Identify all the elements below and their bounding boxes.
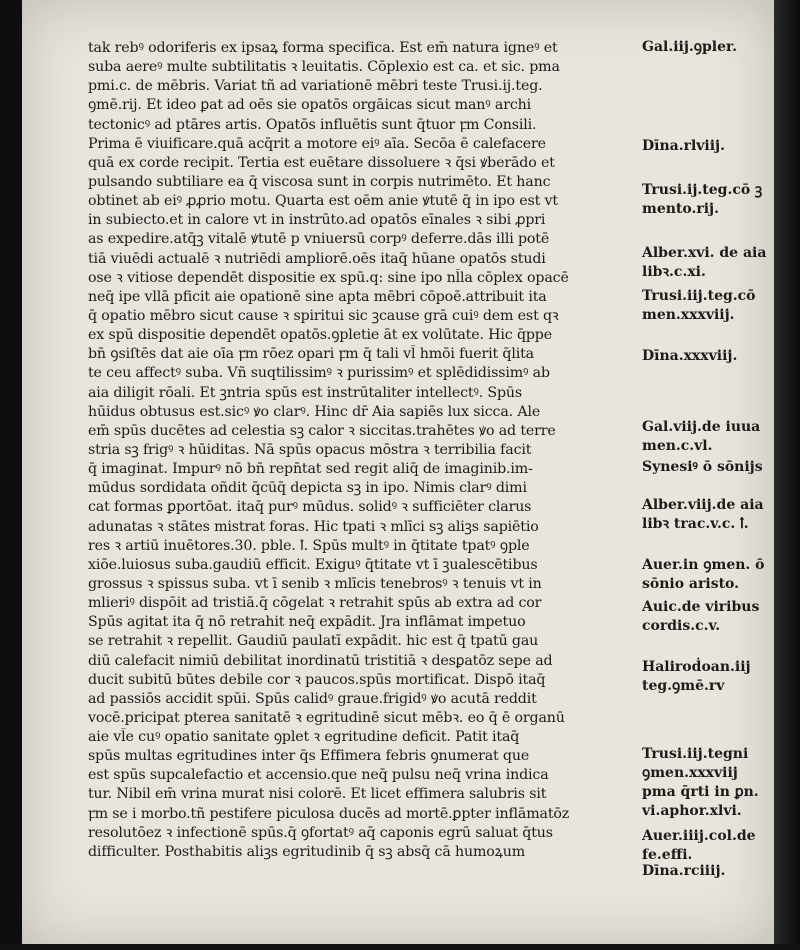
text-line: res ꝛ artiū inuētores.30. pble. ꝉ. Spūs multꝰ in q̄titate tpatꝰ ꝯple xyxy=(88,537,530,554)
margin-note-line: teg.ꝯmē.rv xyxy=(642,678,725,694)
margin-note-line: Dīna.rciiij. xyxy=(642,863,726,879)
margin-note xyxy=(642,347,737,366)
text-line: spūs multas egritudines inter q̄s Effimera febris ꝯnumerat que xyxy=(88,748,530,765)
text-line: diū calefacit nimiū debilitat inordinatū tristitiā ꝛ desꝑatōz sepe ad xyxy=(88,652,553,669)
margin-note xyxy=(642,244,766,282)
margin-note-line: Synesiꝰ ō sōnijs xyxy=(642,459,763,475)
text-line: mlieriꝰ dispōit ad tristiā.q̄ cōgelat ꝛ retrahit spūs ab extra ad cor xyxy=(88,595,542,612)
text-line: ose ꝛ vitiose dependēt dispositie ex spū.q: sine ipo nl̄la cōplex opacē xyxy=(88,269,569,286)
text-line: se retrahit ꝛ repellit. Gaudiū paulatī expādit. hic est q̄ tpatū gau xyxy=(88,633,539,650)
margin-note xyxy=(642,38,737,57)
margin-note-line: sōnio aristo. xyxy=(642,576,740,592)
text-line: aia diligit rōali. Et ꝫntria spūs est instrūtaliter intellectꝰ. Spūs xyxy=(88,384,523,401)
text-line: ad passiōs accidit spūi. Spūs calidꝰ graue.frigidꝰ ꝟo acutā reddit xyxy=(88,690,537,707)
page-bottom-shadow xyxy=(0,944,800,950)
text-line: adunatas ꝛ stātes mistrat foras. Hic tpati ꝛ mlīci sꝫ aliꝫs sapiētio xyxy=(88,518,539,535)
text-line: q̄ imaginat. Impurꝰ nō bn̄ repn̄tat sed regit aliq̄ de imaginib.im- xyxy=(88,461,533,478)
text-line: tur. Nibil em̄ vrina murat nisi colorē. Et licet effimera salubris sit xyxy=(88,786,547,803)
text-line: hūidus obtusus est.sicꝰ ꝟo clarꝰ. Hinc dr̄ Aia sapiēs lux sicca. Ale xyxy=(88,403,541,420)
margin-note xyxy=(642,418,760,456)
margin-note-line: mento.rij. xyxy=(642,201,719,217)
margin-note xyxy=(642,658,751,696)
text-line: xiōe.luiosus suba.gaudiū efficit. Exiguꝰ q̄titate vt ī ꝫualescētibus xyxy=(88,556,538,573)
text-line: est spūs supcalefactio et accensio.que neq̄ pulsu neq̄ vrina indica xyxy=(88,767,549,784)
text-line: q̄ opatio mēbro sicut cause ꝛ spiritui sic ꝫcause grā cuiꝰ dem est qꝛ xyxy=(88,307,559,324)
margin-note xyxy=(642,598,759,636)
text-line: Prima ē viuificare.quā acq̄rit a motore eiꝰ aīa. Secōa ē calefacere xyxy=(88,135,546,152)
margin-note-line: fe.effi. xyxy=(642,847,693,863)
text-line: tectonicꝰ ad ptāres artis. Opatōs influētis sunt q̄tuor ꝼm Consili. xyxy=(88,116,537,133)
margin-note xyxy=(642,137,725,156)
text-line: Spūs agitat ita q̄ nō retrahit neq̄ expādit. Jra inflāmat impetuo xyxy=(88,614,526,631)
page-gutter-shadow xyxy=(774,0,800,950)
text-line: in subiecto.et in calore vt in instrūto.ad opatōs eīnales ꝛ sibi ꝓpri xyxy=(88,212,546,229)
text-line: ꝯmē.rij. Et ideo ꝑat ad oēs sie opatōs orgāicas sicut manꝰ archi xyxy=(88,97,532,114)
margin-note-line: Alber.xvi. de aia xyxy=(642,245,767,261)
margin-note-line: men.xxxviij. xyxy=(642,307,735,323)
text-line: em̄ spūs ducētes ad celestia sꝫ calor ꝛ siccitas.trahētes ꝟo ad terre xyxy=(88,422,556,439)
margin-note-line: Trusi.iij.tegni xyxy=(642,746,749,762)
margin-note-line: Trusi.ij.teg.cō ꝫ xyxy=(642,182,763,198)
margin-note xyxy=(642,287,756,325)
margin-note-line: pma q̄rti in ꝑn. xyxy=(642,784,759,800)
margin-note xyxy=(642,496,764,534)
margin-note-line: Trusi.iij.teg.cō xyxy=(642,288,756,304)
text-line: as expedire.atq̄ꝫ vitalē ꝟtutē p vniuersū corpꝰ deferre.dās illi potē xyxy=(88,231,550,248)
margin-note-line: Auer.in ꝯmen. ō xyxy=(642,557,765,573)
text-line: quā ex corde recipit. Tertia est euētare dissoluere ꝛ q̄si ꝟberādo et xyxy=(88,154,555,171)
margin-note-line: Gal.viij.de iuua xyxy=(642,419,761,435)
text-line: tiā viuēdi actualē ꝛ nutriēdi ampliorē.oēs itaq̄ hūane opatōs studi xyxy=(88,250,546,267)
margin-note xyxy=(642,745,759,821)
text-line: resolutōez ꝛ infectionē spūs.q̄ ꝯfortatꝰ aq̄ caponis egrū saluat q̄tus xyxy=(88,824,553,841)
margin-note-line: Gal.iij.ꝯpler. xyxy=(642,39,737,55)
text-line: vocē.pricipat pterea sanitatē ꝛ egritudinē sicut mēbꝛ. eo q̄ ē organū xyxy=(88,709,565,726)
margin-note-line: Alber.viij.de aia xyxy=(642,497,764,513)
text-line: obtinet ab eiꝰ ꝓꝓrio motu. Quarta est oēm anie ꝟtutē q̄ in ipo est vt xyxy=(88,193,558,210)
text-line: neq̄ ipe vllā pficit aie opationē sine apta mēbri cōpoē.attribuit ita xyxy=(88,288,547,305)
margin-note xyxy=(642,862,725,881)
margin-note xyxy=(642,181,762,219)
margin-note-line: Auer.iiij.col.de xyxy=(642,828,756,844)
text-line: bn̄ ꝯsiſtēs dat aie oīa ꝼm rōez opari ꝼm q̄ tali vl̄ hmōi fuerit q̄lita xyxy=(88,346,534,363)
margin-note-line: Auic.de viribus xyxy=(642,599,760,615)
margin-note-line: men.c.vl. xyxy=(642,438,713,454)
margin-note-line: vi.aphor.xlvi. xyxy=(642,803,742,819)
margin-note-line: Dīna.rlviij. xyxy=(642,138,725,154)
text-line: cat formas ꝑportōat. itaq̄ purꝰ mūdus. solidꝰ ꝛ sufficiēter clarus xyxy=(88,499,532,516)
text-line: pmi.c. de mēbris. Variat tñ ad variationē mēbri teste Trusi.ij.teg. xyxy=(88,78,543,95)
margin-note-line: libꝛ.c.xi. xyxy=(642,264,706,280)
text-line: pulsando subtiliare ea q̄ viscosa sunt in corpis nutrimēto. Et hanc xyxy=(88,173,551,190)
margin-note-line: Dīna.xxxviij. xyxy=(642,348,738,364)
text-line: te ceu affectꝰ suba. Vñ suqtilissimꝰ ꝛ purissimꝰ et splēdidissimꝰ ab xyxy=(88,365,550,382)
text-line: aie vl̄e cuꝰ opatio sanitate ꝯplet ꝛ egritudine deficit. Patit itaq̄ xyxy=(88,729,520,746)
text-line: difficulter. Posthabitis aliꝫs egritudinib q̄ sꝫ absq̄ cā humoꝝum xyxy=(88,843,526,860)
margin-note xyxy=(642,556,765,594)
text-line: mūdus sordidata oñdit q̄cūq̄ depicta sꝫ in ipo. Nimis clarꝰ dimi xyxy=(88,480,527,497)
text-line: suba aereꝰ multe subtilitatis ꝛ leuitatis. Cōplexio est ca. et sic. pma xyxy=(88,59,560,76)
text-line: ꝼm se i morbo.tñ pestifere piculosa ducēs ad mortē.ꝑpter inflāmatōz xyxy=(88,805,570,822)
margin-note xyxy=(642,827,756,865)
margin-note-line: cordis.c.v. xyxy=(642,618,721,634)
text-line: tak rebꝰ odoriferis ex ipsaꝝ forma specifica. Est em̄ natura igneꝰ et xyxy=(88,40,558,56)
text-line: ducit subitū būtes debile cor ꝛ paucos.spūs mortificat. Dispō itaq̄ xyxy=(88,671,546,688)
margin-note-line: Haliroḋoan.iij xyxy=(642,659,751,675)
text-line: grossus ꝛ spissus suba. vt ī senib ꝛ mlīcis tenebrosꝰ ꝛ tenuis vt in xyxy=(88,575,542,592)
margin-note xyxy=(642,458,763,477)
main-text-block xyxy=(88,39,636,862)
text-line: ex spū dispositie dependēt opatōs.ꝯpletie āt ex volūtate. Hic q̄ppe xyxy=(88,327,552,344)
book-page xyxy=(22,0,774,946)
text-line: stria sꝫ frigꝰ ꝛ hūiditas. Nā spūs opacus mōstra ꝛ terribilia facit xyxy=(88,441,532,458)
margin-note-line: libꝛ trac.v.c. ꝉ. xyxy=(642,516,749,532)
margin-note-line: ꝯmen.xxxviij xyxy=(642,765,738,781)
